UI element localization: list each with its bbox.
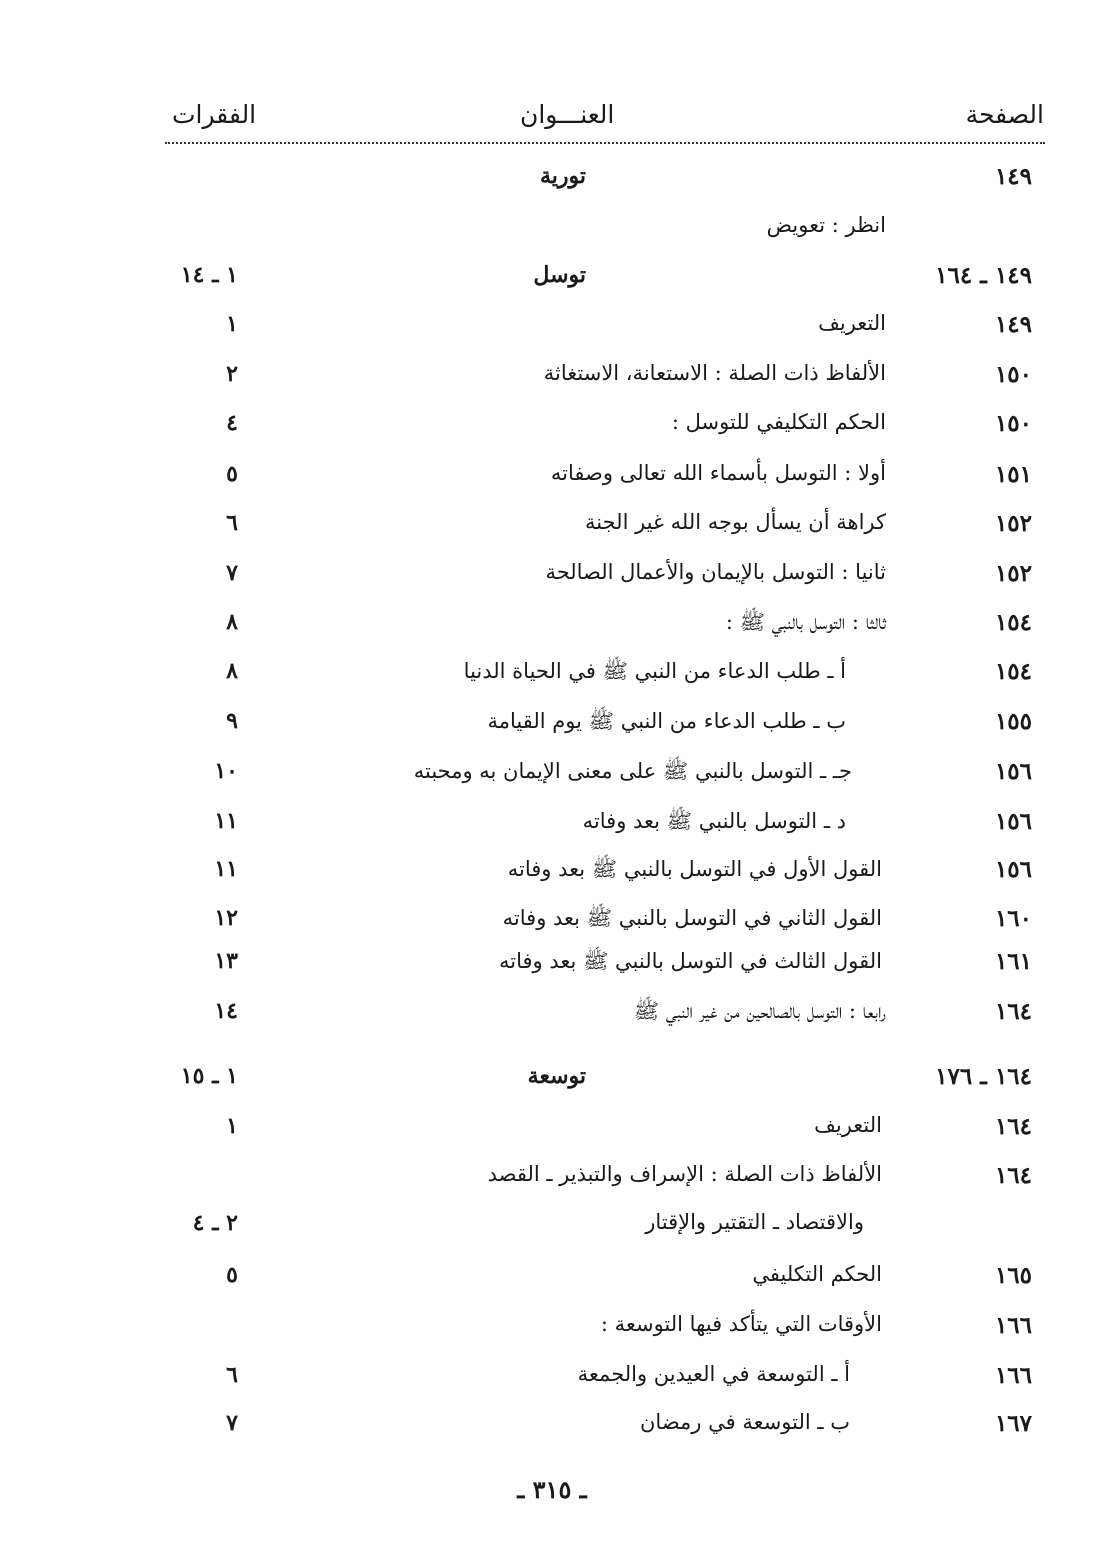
index-row — [0, 708, 1104, 748]
index-row — [0, 361, 1104, 401]
index-row — [0, 1262, 1104, 1302]
index-row — [0, 758, 1104, 798]
index-row — [0, 213, 1104, 253]
paragraph-ref: ١١ — [214, 808, 238, 834]
index-row — [0, 560, 1104, 600]
page-ref: ١٦٠ — [994, 905, 1032, 932]
page-ref: ١٤٩ ـ ١٦٤ — [935, 262, 1032, 289]
paragraph-ref: ١ — [226, 311, 238, 337]
paragraph-ref: ١٢ — [214, 905, 238, 931]
page-column-header: الصفحة — [965, 100, 1044, 129]
entry-title: ب ـ طلب الدعاء من النبي ﷺ يوم القيامة — [487, 709, 846, 733]
page-ref: ١٦٦ — [994, 1312, 1032, 1339]
entry-title: التعريف — [814, 1113, 882, 1137]
index-row — [0, 998, 1104, 1038]
index-row — [0, 311, 1104, 351]
paragraph-ref: ٩ — [226, 708, 238, 734]
entry-title: القول الثاني في التوسل بالنبي ﷺ بعد وفاته — [502, 906, 882, 930]
entry-title: التعريف — [818, 311, 886, 335]
page-ref: ١٦٤ ـ ١٧٦ — [935, 1063, 1032, 1090]
page-ref: ١٥٠ — [994, 361, 1032, 388]
paragraph-ref: ١٣ — [214, 948, 238, 974]
page-ref: ١٦٤ — [994, 1162, 1032, 1189]
entry-title: الألفاظ ذات الصلة : الاستعانة، الاستغاثة — [543, 361, 886, 385]
index-row-heading — [0, 163, 1104, 203]
paragraph-ref: ٥ — [226, 1262, 238, 1288]
paragraph-ref: ١ — [226, 1113, 238, 1139]
entry-title: أولا : التوسل بأسماء الله تعالى وصفاته — [550, 461, 886, 485]
paragraph-ref: ١ ـ ١٥ — [180, 1063, 238, 1089]
index-row — [0, 808, 1104, 848]
page-ref: ١٥٦ — [994, 856, 1032, 883]
paragraph-ref: ٨ — [226, 609, 238, 635]
index-row — [0, 461, 1104, 501]
page-ref: ١٥٤ — [994, 658, 1032, 685]
index-row — [0, 510, 1104, 550]
entry-title: أ ـ التوسعة في العيدين والجمعة — [577, 1362, 850, 1386]
paragraph-ref: ١ ـ ١٤ — [180, 262, 238, 288]
page-ref: ١٦٦ — [994, 1362, 1032, 1389]
page-ref: ١٦٥ — [994, 1262, 1032, 1289]
page-number: ـ ٣١٥ ـ — [517, 1475, 587, 1504]
paragraph-ref: ١٠ — [214, 758, 238, 784]
index-row — [0, 1312, 1104, 1352]
paragraph-ref: ٦ — [226, 510, 238, 536]
entry-title: ثانيا : التوسل بالإيمان والأعمال الصالحة — [545, 560, 886, 584]
page-ref: ١٥٢ — [994, 560, 1032, 587]
index-row-heading — [0, 262, 1104, 302]
entry-title: أ ـ طلب الدعاء من النبي ﷺ في الحياة الدنيا — [463, 659, 846, 683]
index-row — [0, 1362, 1104, 1402]
page-ref: ١٦٤ — [994, 1113, 1032, 1140]
page-ref: ١٥٠ — [994, 410, 1032, 437]
page-ref: ١٤٩ — [994, 163, 1032, 190]
page-ref: ١٦١ — [994, 948, 1032, 975]
page-ref: ١٥٦ — [994, 808, 1032, 835]
paragraph-ref: ٤ — [226, 410, 238, 436]
entry-title: القول الأول في التوسل بالنبي ﷺ بعد وفاته — [507, 857, 882, 881]
entry-title: تورية — [539, 163, 586, 189]
page-ref: ١٥٥ — [994, 708, 1032, 735]
entry-title: كراهة أن يسأل بوجه الله غير الجنة — [585, 510, 886, 534]
index-row — [0, 1410, 1104, 1450]
entry-title: الحكم التكليفي — [752, 1262, 882, 1286]
paragraph-ref: ٨ — [226, 658, 238, 684]
page-ref: ١٥٦ — [994, 758, 1032, 785]
entry-title: انظر : تعويض — [766, 213, 886, 237]
page-ref: ١٦٧ — [994, 1410, 1032, 1437]
paragraph-ref: ٦ — [226, 1362, 238, 1388]
page-ref: ١٥١ — [994, 461, 1032, 488]
paragraph-ref: ٢ — [226, 361, 238, 387]
index-row — [0, 856, 1104, 896]
entry-title: القول الثالث في التوسل بالنبي ﷺ بعد وفاته — [498, 949, 882, 973]
paragraphs-column-header: الفقرات — [172, 100, 257, 129]
entry-title: والاقتصاد ـ التقتير والإقتار — [645, 1210, 864, 1234]
index-row — [0, 948, 1104, 988]
paragraph-ref: ١٤ — [214, 998, 238, 1024]
index-row — [0, 658, 1104, 698]
entry-title: الأوقات التي يتأكد فيها التوسعة : — [600, 1312, 882, 1336]
index-row-heading — [0, 1063, 1104, 1103]
index-row — [0, 609, 1104, 649]
page-ref: ١٤٩ — [994, 311, 1032, 338]
page-ref: ١٥٤ — [994, 609, 1032, 636]
entry-title: رابعا : التوسل بالصالحين من غير النبي ﷺ — [633, 999, 886, 1023]
title-column-header: العنـــوان — [520, 100, 615, 129]
entry-title: د ـ التوسل بالنبي ﷺ بعد وفاته — [582, 809, 846, 833]
index-row — [0, 410, 1104, 450]
entry-title: الحكم التكليفي للتوسل : — [671, 410, 886, 434]
paragraph-ref: ٧ — [226, 1410, 238, 1436]
paragraph-ref: ١١ — [214, 856, 238, 882]
entry-title: توسل — [533, 262, 586, 288]
index-row — [0, 1113, 1104, 1153]
paragraph-ref: ٥ — [226, 461, 238, 487]
entry-title: جـ ـ التوسل بالنبي ﷺ على معنى الإيمان به ومحبته — [413, 759, 852, 783]
index-row — [0, 905, 1104, 945]
index-row — [0, 1210, 1104, 1250]
entry-title: ثالثا : التوسل بالنبي ﷺ : — [725, 610, 886, 634]
index-row — [0, 1162, 1104, 1202]
entry-title: الألفاظ ذات الصلة : الإسراف والتبذير ـ القصد — [487, 1162, 882, 1186]
entry-title: توسعة — [527, 1063, 586, 1089]
entry-title: ب ـ التوسعة في رمضان — [640, 1410, 850, 1434]
page-ref: ١٦٤ — [994, 998, 1032, 1025]
page-ref: ١٥٢ — [994, 510, 1032, 537]
header-dotted-divider — [165, 142, 1045, 144]
paragraph-ref: ٢ ـ ٤ — [192, 1210, 238, 1236]
paragraph-ref: ٧ — [226, 560, 238, 586]
